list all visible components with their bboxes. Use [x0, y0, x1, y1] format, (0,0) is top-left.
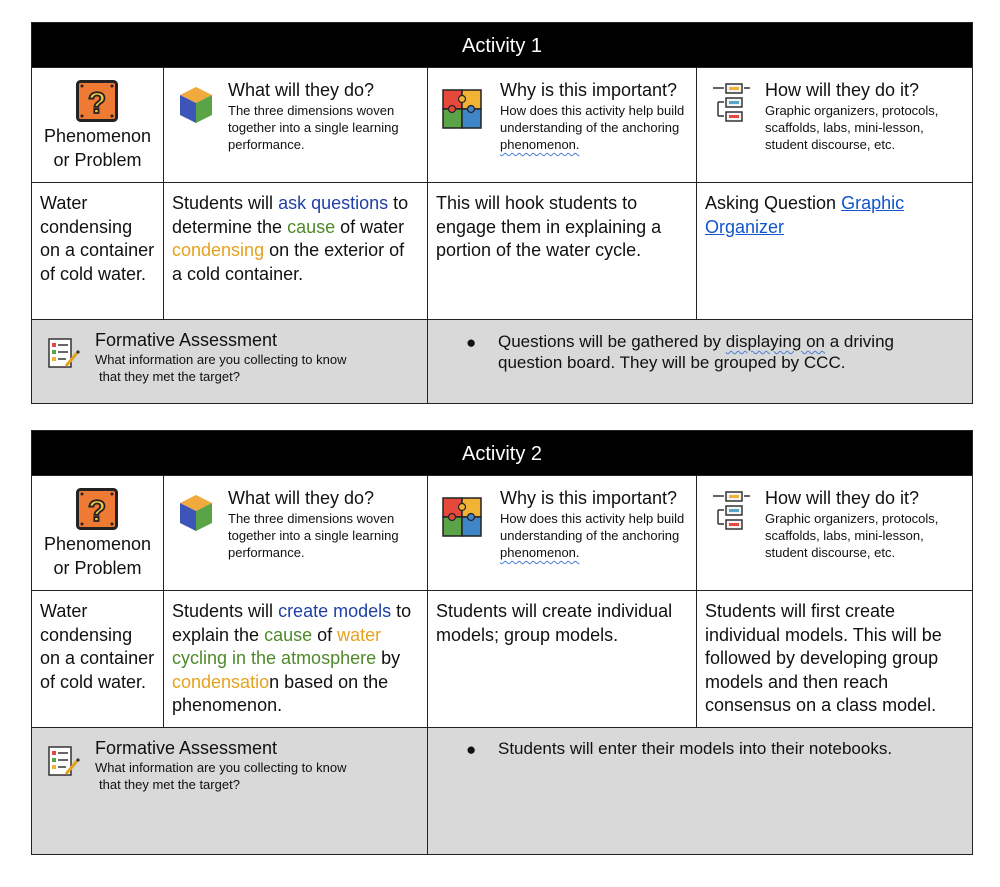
bullet-dot: ● — [466, 740, 477, 759]
why-header-cell — [428, 476, 697, 590]
how-text: Asking Question Graphic Organizer — [705, 193, 905, 237]
activity-2-table — [31, 430, 973, 855]
why-subtext: How does this activity help build understanding of the anchoring — [500, 511, 685, 543]
what-header-cell — [164, 68, 428, 182]
phenomenon-label-line1: Phenomenon — [43, 126, 152, 146]
why-subtext-phenomenon: phenomenon. — [500, 137, 580, 152]
phenomenon-header-cell — [32, 68, 164, 182]
phenomenon-label-line1: Phenomenon — [43, 534, 152, 554]
formative-heading: Formative Assessment — [95, 738, 278, 758]
what-subtext: The three dimensions woven together into a single learning performance. — [228, 511, 399, 560]
what-subtext: The three dimensions woven together into a single learning performance. — [228, 103, 399, 152]
formative-subtext-line2: that they met the target? — [99, 369, 240, 384]
formative-assessment-content-cell — [428, 320, 972, 403]
header-row — [32, 475, 972, 590]
formative-subtext-line1: What information are you collecting to know — [95, 352, 347, 367]
cube-icon — [178, 493, 214, 533]
why-subtext: How does this activity help build understanding of the anchoring — [500, 103, 685, 135]
svg-text:?: ? — [87, 87, 107, 120]
cube-icon — [178, 85, 214, 125]
puzzle-icon — [441, 496, 485, 540]
formative-assessment-label-cell — [32, 320, 428, 403]
phenomenon-label-line2: or Problem — [53, 150, 142, 170]
formative-heading: Formative Assessment — [95, 330, 278, 350]
how-header-cell — [697, 68, 972, 182]
phenomenon-text: Water condensing on a container of cold water. — [32, 183, 164, 319]
how-header-cell — [697, 476, 972, 590]
how-heading: How will they do it? — [765, 488, 920, 508]
flowchart-icon — [710, 82, 752, 124]
what-text: Students will ask questions to determine the cause of water condensing on the exterior of a cold container. — [164, 183, 428, 319]
formative-assessment-row — [32, 727, 972, 854]
formative-assessment-label-cell — [32, 728, 428, 854]
svg-text:?: ? — [87, 495, 107, 528]
how-subtext: Graphic organizers, protocols, scaffolds, labs, mini-lesson, student discourse, etc. — [765, 511, 939, 560]
what-heading: What will they do? — [228, 80, 375, 100]
how-text: Students will first create individual models. This will be followed by developing group models and then reach consensus on a class model. — [705, 601, 942, 715]
formative-subtext-line1: What information are you collecting to know — [95, 760, 347, 775]
formative-bullet-text: Questions will be gathered by displaying on a driving question board. They will be grouped by CCC. — [498, 332, 894, 372]
why-subtext-phenomenon: phenomenon. — [500, 545, 580, 560]
phenomenon-label-line2: or Problem — [53, 558, 142, 578]
what-heading: What will they do? — [228, 488, 375, 508]
header-row — [32, 67, 972, 182]
content-row — [32, 182, 972, 319]
how-heading: How will they do it? — [765, 80, 920, 100]
phenomenon-text: Water condensing on a container of cold water. — [32, 591, 164, 727]
formative-subtext-line2: that they met the target? — [99, 777, 240, 792]
checklist-icon — [46, 744, 80, 778]
formative-bullet-text: Students will enter their models into their notebooks. — [498, 739, 893, 758]
question-block-icon — [76, 80, 118, 122]
puzzle-icon — [441, 88, 485, 132]
why-header-cell — [428, 68, 697, 182]
what-header-cell — [164, 476, 428, 590]
content-row — [32, 590, 972, 727]
formative-assessment-row — [32, 319, 972, 403]
checklist-icon — [46, 336, 80, 370]
flowchart-icon — [710, 490, 752, 532]
activity-1-table — [31, 22, 973, 404]
why-heading: Why is this important? — [500, 488, 678, 508]
phenomenon-header-cell — [32, 476, 164, 590]
formative-assessment-content-cell — [428, 728, 972, 854]
activity-title: Activity 2 — [32, 431, 972, 475]
why-text: Students will create individual models; group models. — [428, 591, 697, 727]
graphic-organizer-link[interactable]: Graphic Organizer — [705, 193, 905, 237]
activity-title: Activity 1 — [32, 23, 972, 67]
how-subtext: Graphic organizers, protocols, scaffolds, labs, mini-lesson, student discourse, etc. — [765, 103, 939, 152]
why-heading: Why is this important? — [500, 80, 678, 100]
question-block-icon — [76, 488, 118, 530]
bullet-dot: ● — [466, 333, 477, 352]
what-text: Students will create models to explain the cause of water cycling in the atmosphere by condensation based on the phenomenon. — [164, 591, 428, 727]
why-text: This will hook students to engage them in explaining a portion of the water cycle. — [428, 183, 697, 319]
